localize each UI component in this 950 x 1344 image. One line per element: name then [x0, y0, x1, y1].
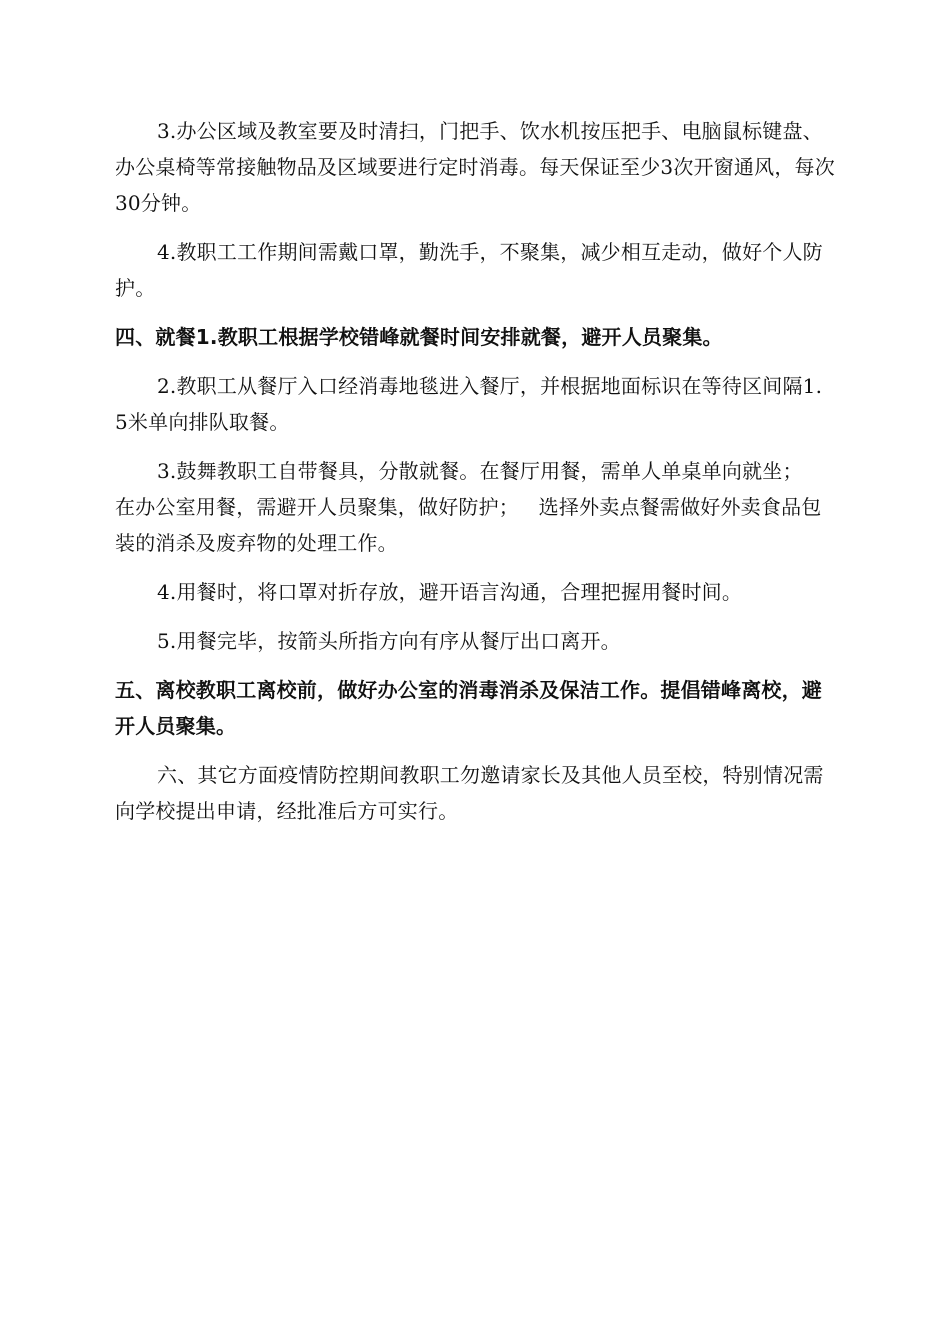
paragraph-dining-3: 3.鼓舞教职工自带餐具，分散就餐。在餐厅用餐，需单人单桌单向就坐； 在办公室用餐，需避开人员聚集，做好防护； 选择外卖点餐需做好外卖食品包装的消杀及废弃物的处理工作。 — [115, 459, 822, 555]
section-heading-leaving: 五、离校教职工离校前，做好办公室的消毒消杀及保洁工作。提倡错峰离校，避开人员聚集。 — [115, 678, 822, 738]
paragraph-dining-2: 2.教职工从餐厅入口经消毒地毯进入餐厅，并根据地面标识在等待区间隔1.5米单向排队取餐。 — [115, 374, 823, 434]
section-heading-dining: 四、就餐1.教职工根据学校错峰就餐时间安排就餐，避开人员聚集。 — [115, 325, 723, 349]
paragraph-other: 六、其它方面疫情防控期间教职工勿邀请家长及其他人员至校，特别情况需向学校提出申请，经批准后方可实行。 — [115, 763, 824, 823]
document-page — [115, 113, 835, 829]
paragraph-dining-5: 5.用餐完毕，按箭头所指方向有序从餐厅出口离开。 — [157, 629, 621, 653]
paragraph-item-3: 3.办公区域及教室要及时清扫，门把手、饮水机按压把手、电脑鼠标键盘、办公桌椅等常接触物品及区域要进行定时消毒。每天保证至少3次开窗通风，每次30分钟。 — [115, 119, 835, 215]
paragraph-dining-4: 4.用餐时，将口罩对折存放，避开语言沟通，合理把握用餐时间。 — [157, 580, 743, 604]
paragraph-item-4: 4.教职工工作期间需戴口罩，勤洗手，不聚集，减少相互走动，做好个人防护。 — [115, 240, 823, 300]
